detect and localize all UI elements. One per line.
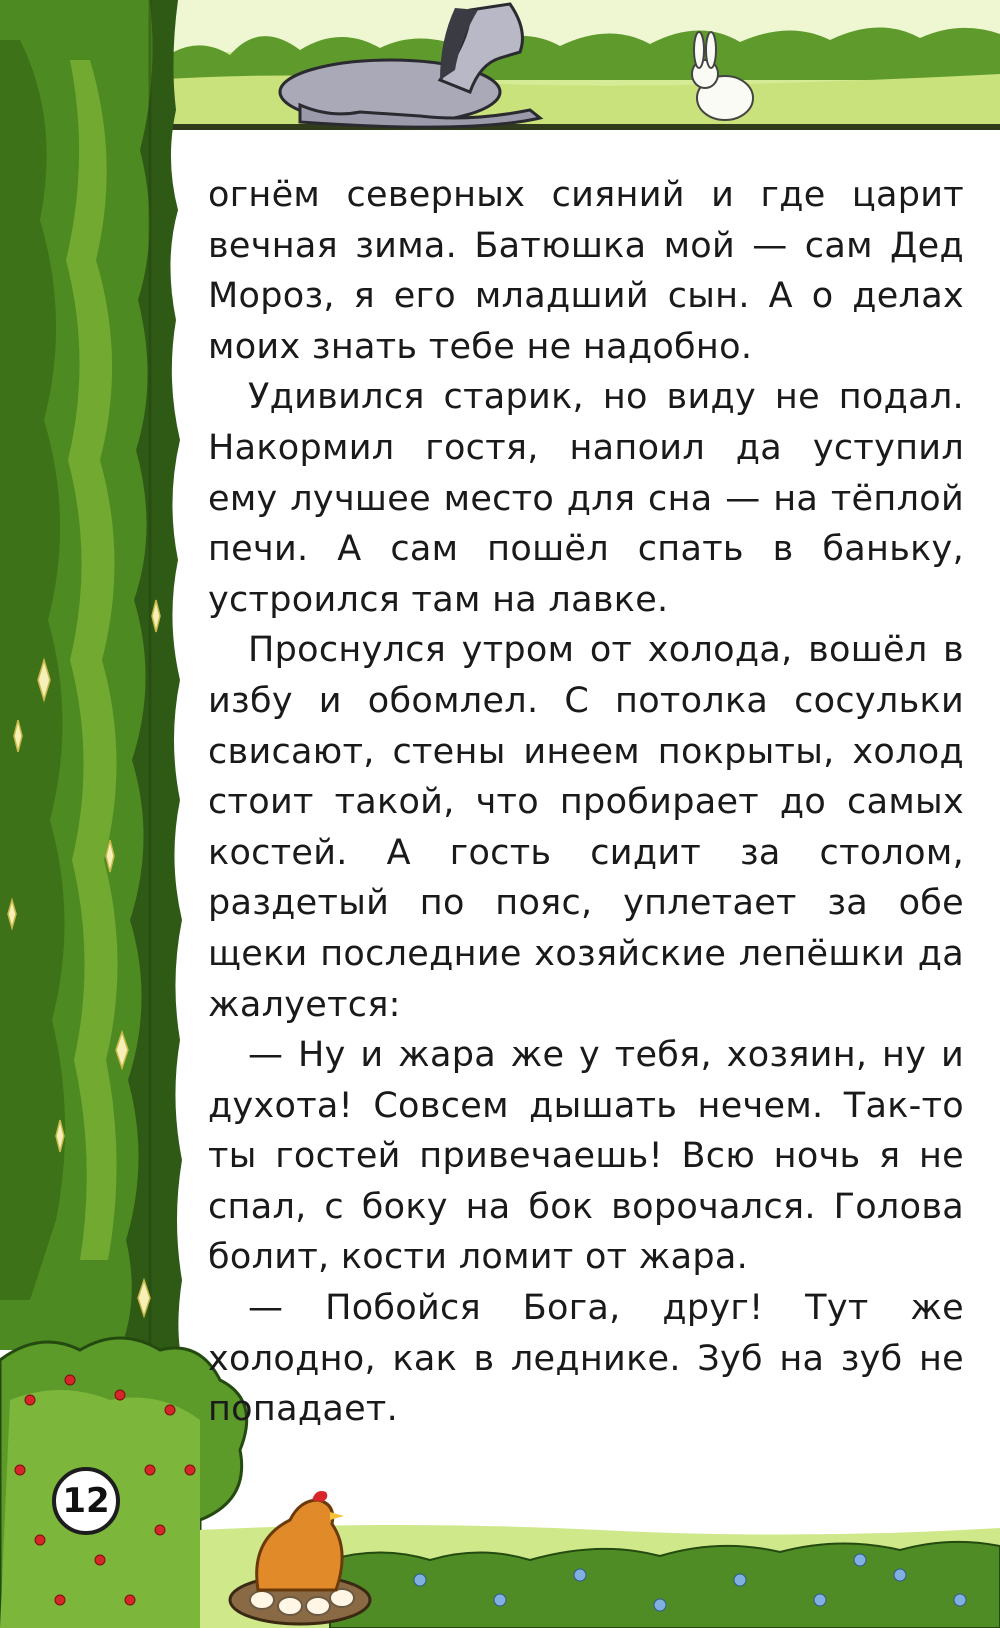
story-text bbox=[208, 170, 964, 1435]
page-number: 12 bbox=[52, 1467, 120, 1535]
dialogue-paragraph: — Побойся Бога, друг! Тут же холодно, как в леднике. Зуб на зуб не попадает. bbox=[208, 1288, 964, 1430]
top-meadow-scene bbox=[150, 0, 1000, 130]
left-forest bbox=[0, 0, 182, 1350]
bottom-ground bbox=[200, 1491, 1000, 1628]
story-paragraph: Проснулся утром от холода, вошёл в избу и обомлел. С потолка сосульки свисают, стены инеем покрыты, холод стоит такой, что пробирает до самых костей. А гость сидит за столом, раздетый по пояс, уплетает за обе щеки последние хозяйские лепёшки да жалуется: bbox=[208, 630, 964, 1025]
dialogue-paragraph: — Ну и жара же у тебя, хозяин, ну и духота! Совсем дышать нечем. Так-то ты гостей привечаешь! Всю ночь я не спал, с боку на бок ворочался. Голова болит, кости ломит от жара. bbox=[208, 1035, 964, 1278]
story-paragraph: огнём северных сияний и где царит вечная зима. Батюшка мой — сам Дед Мороз, я его младший сын. А о делах моих знать тебе не надобно. bbox=[208, 175, 964, 367]
story-paragraph: Удивился старик, но виду не подал. Накормил гостя, напоил да уступил ему лучшее место для сна — на тёплой печи. А сам пошёл спать в баньку, устроился там на лавке. bbox=[208, 377, 964, 620]
